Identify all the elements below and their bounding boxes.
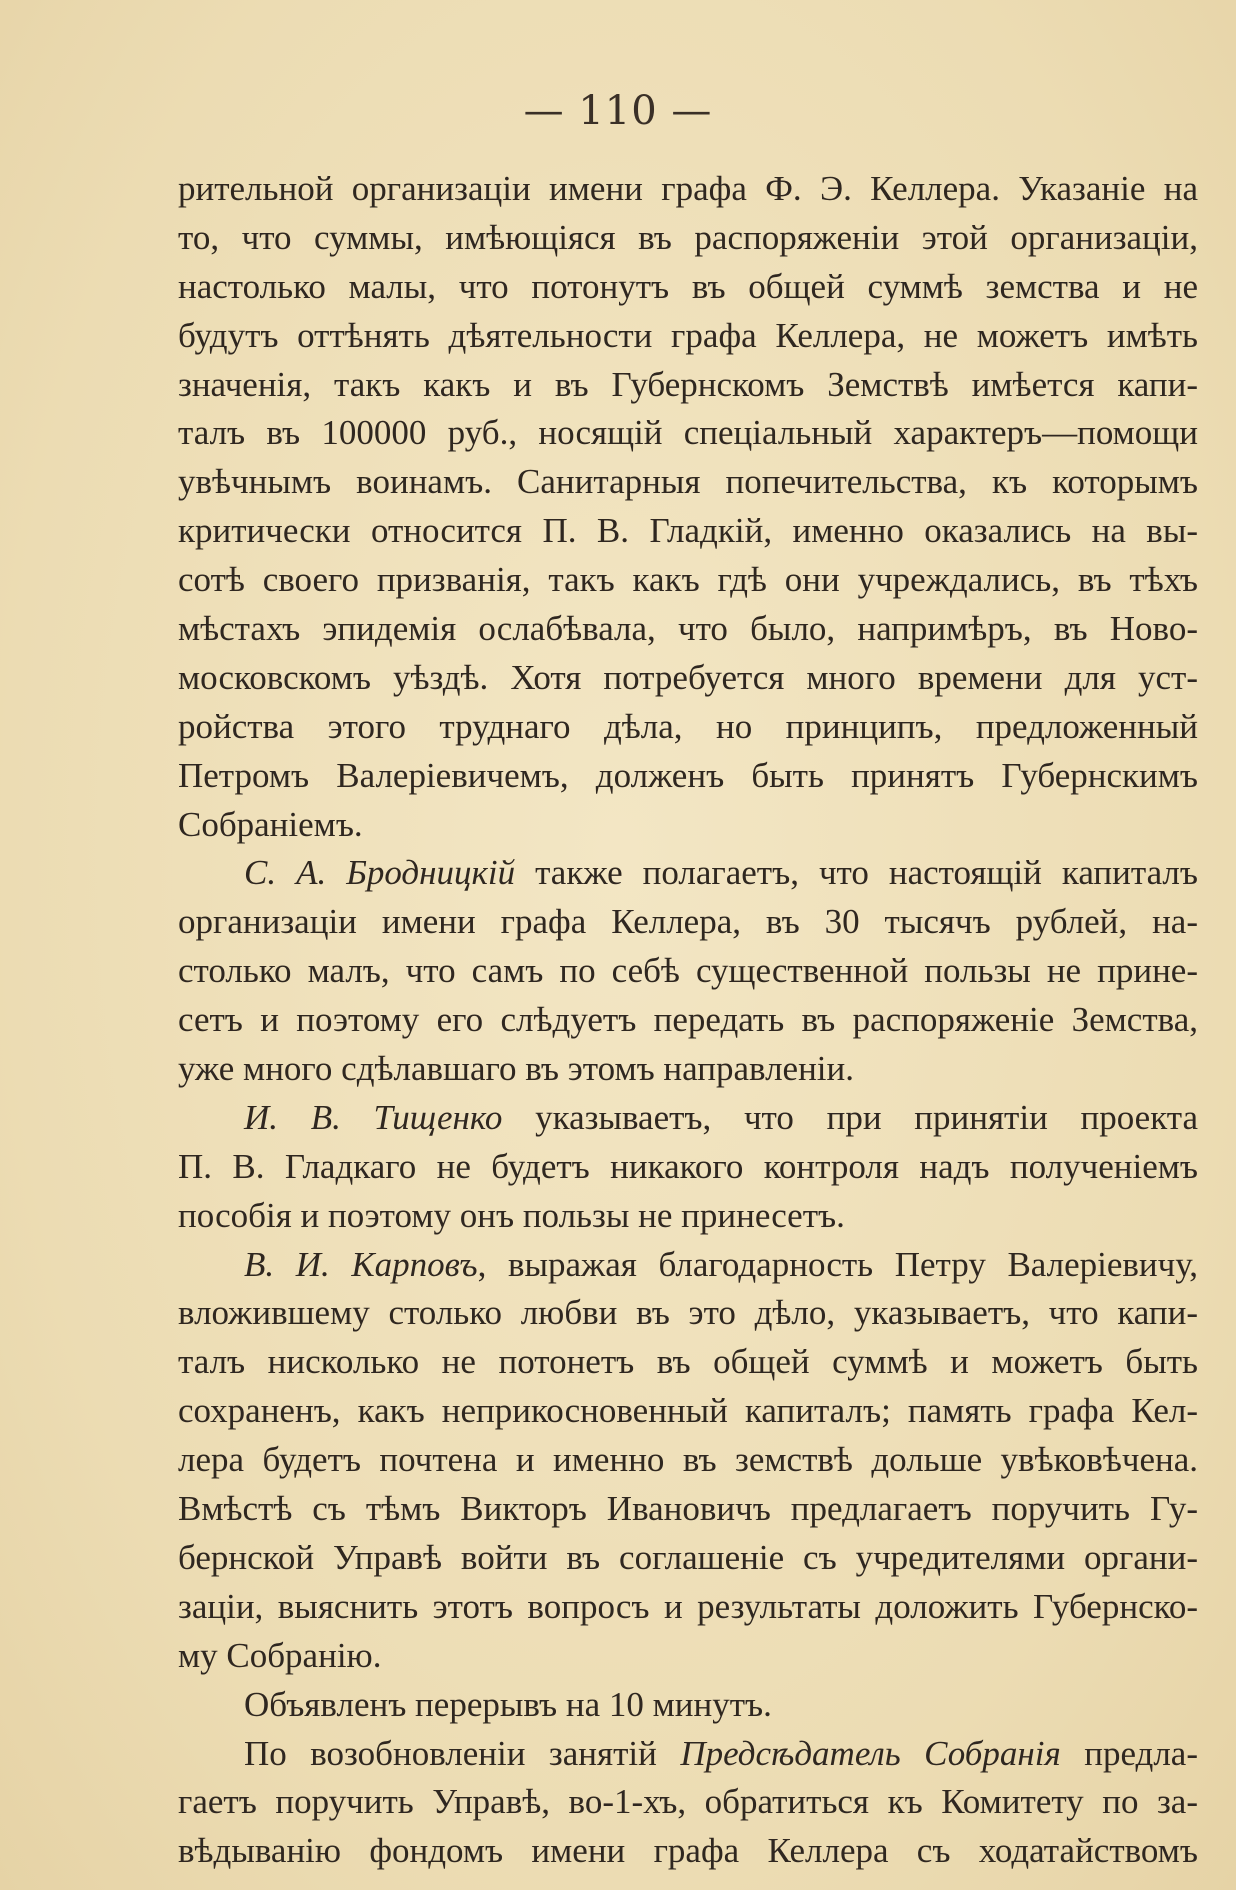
speaker-name: С. А. Бродницкiй	[244, 853, 516, 893]
text-line: московскомъ уѣздѣ. Хотя потребуется много времени для уст-	[178, 657, 1198, 697]
text-line: С. А. Бродницкiй также полагаетъ, что настоящiй капиталъ	[244, 853, 1198, 893]
text-line: рительной организацiи имени графа Ф. Э. Келлера. Указанiе на	[178, 169, 1198, 208]
text-line: будутъ оттѣнять дѣятельности графа Келлера, не можетъ имѣть	[178, 315, 1198, 355]
text-line: ройства этого труднаго дѣла, но принципъ, предложенный	[178, 706, 1198, 746]
text-line: И. В. Тищенко указываетъ, что при принятiи проекта	[244, 1097, 1198, 1137]
text-line: увѣчнымъ воинамъ. Санитарныя попечительства, къ которымъ	[178, 462, 1198, 502]
text-line: сохраненъ, какъ неприкосновенный капиталъ; память графа Кел-	[178, 1391, 1198, 1431]
body-text	[178, 165, 1198, 1876]
speaker-name: И. В. Тищенко	[244, 1097, 503, 1137]
text-line: вѣдыванiю фондомъ имени графа Келлера съ ходатайствомъ	[178, 1831, 1198, 1871]
text-line: талъ нисколько не потонетъ въ общей суммѣ и можетъ быть	[178, 1342, 1198, 1382]
text-line: значенiя, такъ какъ и въ Губернскомъ Земствѣ имѣется капи-	[178, 364, 1198, 404]
text-line: лера будетъ почтена и именно въ земствѣ дольше увѣковѣчена.	[178, 1440, 1198, 1480]
text-line: гаетъ поручить Управѣ, во-1-хъ, обратиться къ Комитету по за-	[178, 1782, 1198, 1822]
text-line: му Собранiю.	[178, 1635, 382, 1675]
text-line: Собранiемъ.	[178, 804, 363, 844]
speaker-name: Предсѣдатель Собранiя	[680, 1733, 1061, 1773]
text-line: столько малъ, что самъ по себѣ существенной пользы не прине-	[178, 951, 1198, 991]
text-line: сетъ и поэтому его слѣдуетъ передать въ распоряженiе Земства,	[178, 1000, 1198, 1040]
text-line: П. В. Гладкаго не будетъ никакого контроля надъ полученiемъ	[178, 1146, 1198, 1186]
text-line: мѣстахъ эпидемiя ослабѣвала, что было, напримѣръ, въ Ново-	[178, 609, 1198, 649]
text-line: вложившему столько любви въ это дѣло, указываетъ, что капи-	[178, 1293, 1198, 1333]
text-line: сотѣ своего призванiя, такъ какъ гдѣ они учреждались, въ тѣхъ	[178, 560, 1198, 600]
text-line: Объявленъ перерывъ на 10 минутъ.	[244, 1684, 772, 1724]
text-line: настолько малы, что потонутъ въ общей суммѣ земства и не	[178, 266, 1198, 306]
text-line: бернской Управѣ войти въ соглашенiе съ учредителями органи-	[178, 1537, 1198, 1577]
text-line: Петромъ Валерiевичемъ, долженъ быть принятъ Губернскимъ	[178, 755, 1198, 795]
text-line: зацiи, выяснить этотъ вопросъ и результаты доложить Губернско-	[178, 1586, 1198, 1626]
text-line: талъ въ 100000 руб., носящiй спецiальный характеръ—помощи	[178, 413, 1198, 453]
speaker-name: В. И. Карповъ	[244, 1244, 478, 1284]
text-line: По возобновленiи занятiй Предсѣдатель Собранiя предла-	[244, 1733, 1198, 1773]
text-line: то, что суммы, имѣющiяся въ распоряженiи этой организацiи,	[178, 217, 1198, 257]
text-line: В. И. Карповъ, выражая благодарность Петру Валерiевичу,	[244, 1244, 1198, 1284]
text-line: критически относится П. В. Гладкiй, именно оказались на вы-	[178, 511, 1198, 551]
page-number: — 110 —	[523, 88, 713, 134]
text-line: организацiи имени графа Келлера, въ 30 тысячъ рублей, на-	[178, 902, 1198, 942]
text-line: Вмѣстѣ съ тѣмъ Викторъ Ивановичъ предлагаетъ поручить Гу-	[178, 1489, 1198, 1529]
text-line: уже много сдѣлавшаго въ этомъ направленiи.	[178, 1049, 855, 1089]
text-line: пособiя и поэтому онъ пользы не принесетъ.	[178, 1195, 845, 1235]
